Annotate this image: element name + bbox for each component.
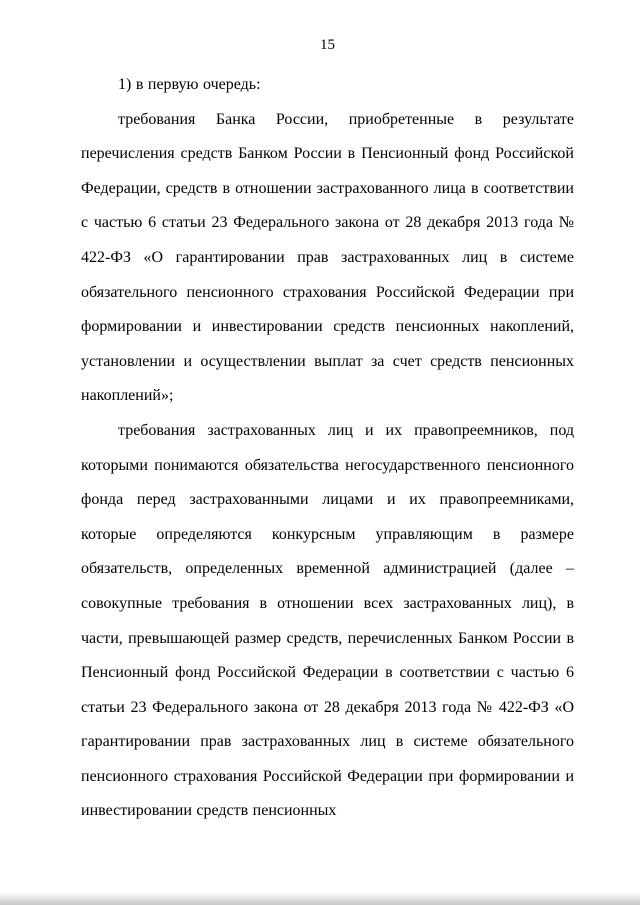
paragraph-bank-of-russia-claims: требования Банка России, приобретенные в результате перечисления средств Банком России в Пенсионный фонд Российской Федерации, средств в отношении застрахованного лица в соответствии с частью 6 статьи 23 Федерального закона от 28 декабря 2013 года № 422-ФЗ «О гарантировании прав застрахованных лиц в системе обязательного пенсионного страхования Российской Федерации при формировании и инвестировании средств пенсионных накоплений, установлении и осуществлении выплат за счет средств пенсионных накоплений»; <box>81 110 574 405</box>
paragraph-first-priority-intro: 1) в первую очередь: <box>118 76 261 93</box>
paragraph-insured-persons-claims: требования застрахованных лиц и их правопреемников, под которыми понимаются обязательства негосударственного пенсионного фонда перед застрахованными лицами и их правопреемниками, которые определяются конкурсным управляющим в размере обязательств, определенных временной администрацией (далее – совокупные требования в отношении всех застрахованных лиц), в части, превышающей размер средств, перечисленных Банком России в Пенсионный фонд Российской Федерации в соответствии с частью 6 статьи 23 Федерального закона от 28 декабря 2013 года № 422-ФЗ «О гарантировании прав застрахованных лиц в системе обязательного пенсионного страхования Российской Федерации при формировании и инвестировании средств пенсионных <box>81 421 574 820</box>
page-number: 15 <box>320 37 335 53</box>
page-edge-shadow <box>0 892 640 905</box>
document-body <box>81 68 574 829</box>
